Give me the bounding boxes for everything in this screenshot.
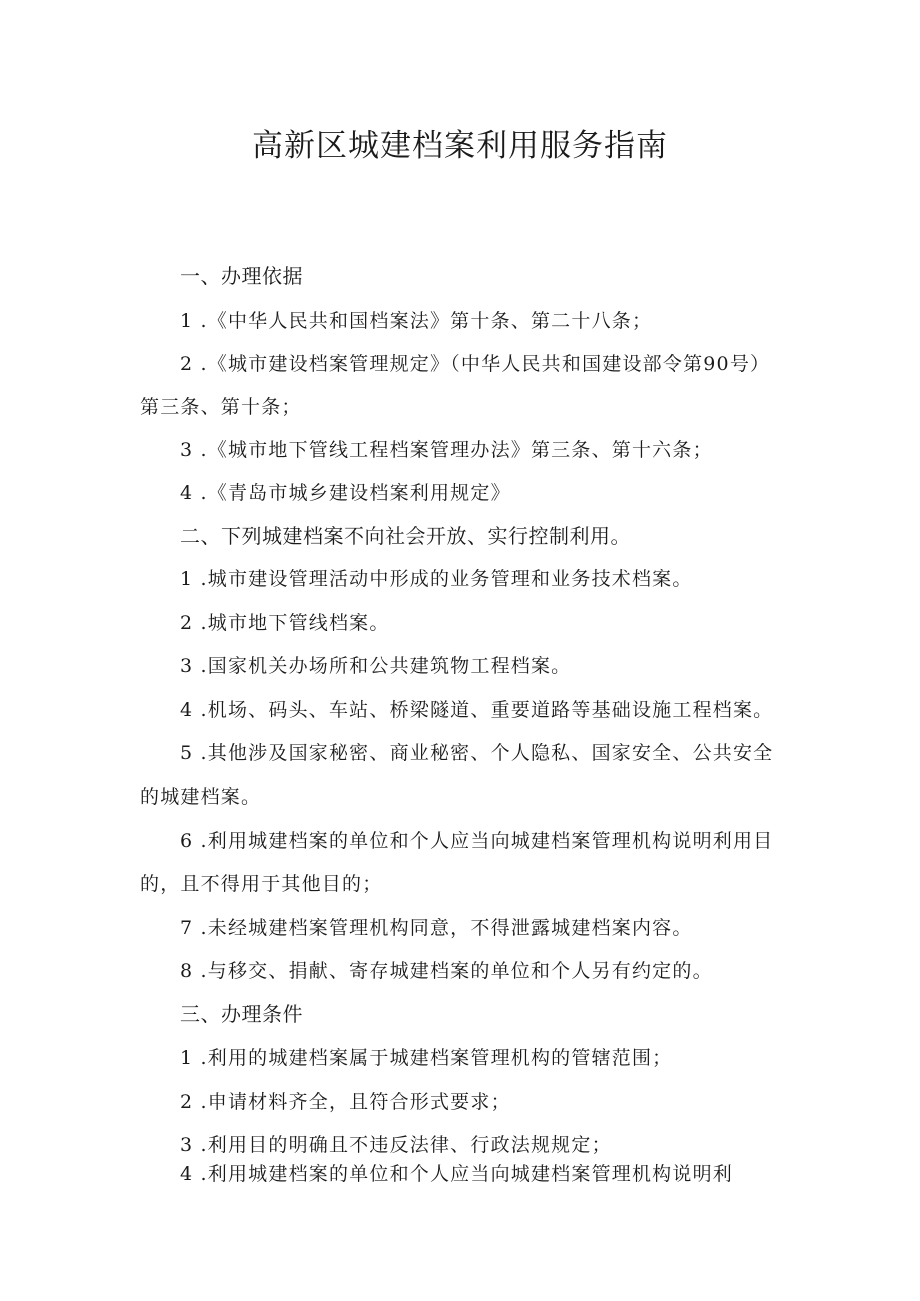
document-title: 高新区城建档案利用服务指南 [252,128,668,164]
paragraph-line: 3 .利用目的明确且不违反法律、行政法规规定； [180,1134,612,1156]
paragraph-line: 1 .城市建设管理活动中形成的业务管理和业务技术档案。 [180,568,693,590]
paragraph-line: 的，且不得用于其他目的； [140,873,383,895]
paragraph-line: 2 .《城市建设档案管理规定》（中华人民共和国建设部令第90号） [180,353,771,375]
paragraph-line: 4 .机场、码头、车站、桥梁隧道、重要道路等基础设施工程档案。 [180,699,774,721]
section-heading-restricted: 二、下列城建档案不向社会开放、实行控制利用。 [180,524,631,548]
paragraph-line: 3 .《城市地下管线工程档案管理办法》第三条、第十六条； [180,439,713,461]
paragraph-line: 4 .利用城建档案的单位和个人应当向城建档案管理机构说明利 [180,1163,733,1185]
paragraph-line: 2 .申请材料齐全，且符合形式要求； [180,1091,511,1113]
section-heading-basis: 一、办理依据 [180,264,303,288]
paragraph-line: 3 .国家机关办场所和公共建筑物工程档案。 [180,655,572,677]
paragraph-line: 2 .城市地下管线档案。 [180,612,390,634]
paragraph-line: 第三条、第十条； [140,396,302,418]
paragraph-line: 的城建档案。 [140,786,262,808]
paragraph-line: 1 .《中华人民共和国档案法》第十条、第二十八条； [180,310,653,332]
paragraph-line: 1 .利用的城建档案属于城建档案管理机构的管辖范围； [180,1047,673,1069]
paragraph-line: 6 .利用城建档案的单位和个人应当向城建档案管理机构说明利用目 [180,830,774,852]
paragraph-line: 8 .与移交、捐献、寄存城建档案的单位和个人另有约定的。 [180,960,713,982]
section-heading-conditions: 三、办理条件 [180,1002,303,1026]
paragraph-line: 7 .未经城建档案管理机构同意，不得泄露城建档案内容。 [180,917,693,939]
paragraph-line: 5 .其他涉及国家秘密、商业秘密、个人隐私、国家安全、公共安全 [180,742,774,764]
paragraph-line: 4 .《青岛市城乡建设档案利用规定》 [180,482,511,504]
